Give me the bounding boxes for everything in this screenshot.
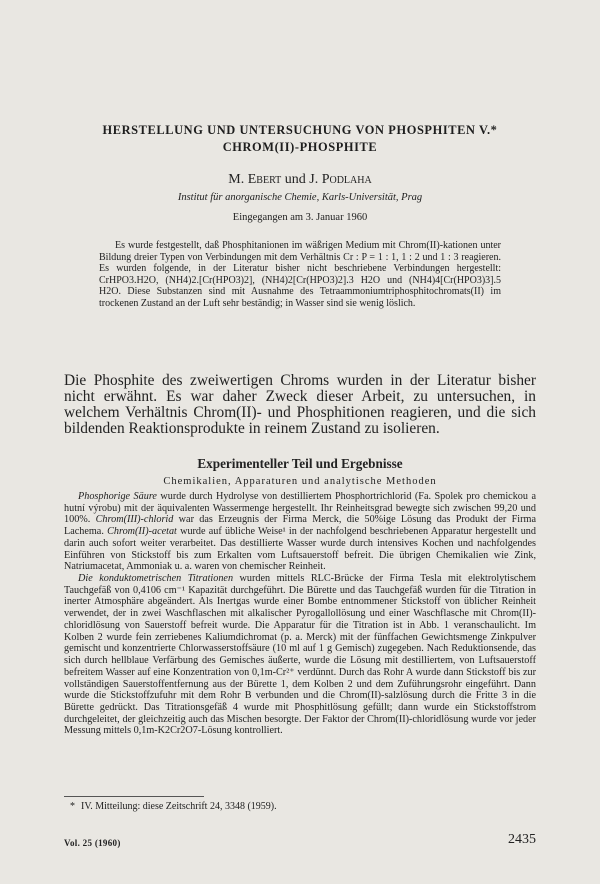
footnote-marker: *	[70, 801, 75, 812]
introduction	[64, 373, 536, 437]
term-conductometric-titrations: Die konduktometrischen Titrationen	[78, 573, 234, 585]
received-date: Eingegangen am 3. Januar 1960	[232, 212, 368, 223]
authors	[40, 172, 560, 188]
title-line-1: HERSTELLUNG UND UNTERSUCHUNG VON PHOSPHITEN V.*	[102, 123, 498, 137]
page-number: 2435	[508, 832, 536, 847]
volume-info: Vol. 25 (1960)	[64, 838, 121, 848]
abstract-text: Es wurde festgestellt, daß Phosphitanionen im wäßrigen Medium mit Chrom(II)-kationen unter Bildung dreier Typen von Verbindungen mit dem Verhältnis Cr : P = 1 : 1, 1 : 2 und 1 : 3 reagieren. Es wurden folgende, in der Literatur bisher nicht beschriebene Verbindungen hergestellt: CrHPO3.H2O, (NH4)2.[Cr(HPO3)2], (NH4)2[Cr(HPO3)2].3 H2O und (NH4)4[Cr(HPO3)3].5 H2O. Diese Substanzen sind mit Ausnahme des Tetraammoniumtriphosphitochromats(II) im trockenen Zustand an der Luft sehr beständig; in Wasser sind sie wenig löslich.	[99, 240, 501, 309]
p2-text: wurden mittels RLC-Brücke der Firma Tesla mit elektrolytischem Tauchgefäß von 0,4106 cm⁻¹ Kapazität durchgeführt. Die Bürette und das Tauchgefäß wurden für die Titration in inerter Atmosphäre abgeändert. Als Inertgas wurde einer Bombe entnommener Stickstoff von üblicher Reinheit verwendet, der in zwei Waschflaschen mit alkalischer Pyrogallollösung und einer Waschflasche mit Chrom(II)-chloridlösung von Sauerstoff befreit wurde. Die Apparatur für die Titration ist in Abb. 1 veranschaulicht. Im Kolben 2 wurde fein zerriebenes Kaliumdichromat (p. a. Merck) mit der fünffachen Gewichtsmenge Zinkpulver gemischt und konzentrierte Chlorwasserstoffsäure (10 ml auf 1 g Gemisch) zugegeben. Nach Reduktionsende, das sich durch hellblaue Verfärbung des Gemisches äußerte, wurde die Lösung mit destilliertem, von Luftsauerstoff befreitem Wasser auf eine Konzentration von 0,1m-Cr²⁺ verdünnt. Durch das Rohr A wurde dann Stickstoff bis zur vollständigen Sauerstoffentfernung aus der Bürette 1, dem Kolben 2 und dem Zuführungsrohr eingeführt. Dann wurde die Stickstoffzufuhr mit dem Rohr B verbunden und die Chrom(II)-salzlösung durch die Fritte 3 in die Bürette gedrückt. Das Titrationsgefäß 4 wurde mit Phosphitlösung gefüllt; dann wurde ein Stickstoffstrom durchgeleitet, der gleichzeitig auch das Mischen besorgte. Der Faktor der Chrom(II)-chloridlösung wurde vor jeder Messung mittels 0,1m-K2Cr2O7-Lösung kontrolliert.	[64, 573, 536, 737]
paragraph-titrations	[64, 573, 536, 737]
abstract	[99, 240, 501, 310]
p1-text: wurde durch Hydrolyse von destilliertem Phosphortrichlorid (Fa. Spolek pro chemickou a hutní výrobu) mit der äquivalenten Wassermenge hergestellt. Ihr Reinheitsgrad bewegte sich zwischen 99,20 und 100%.	[64, 491, 536, 526]
paragraph-chemicals	[64, 491, 536, 573]
title-line-2: CHROM(II)-PHOSPHITE	[222, 140, 378, 154]
term-chromium-ii-acetate: Chrom(II)-acetat	[107, 526, 177, 538]
author-2-name: Podlaha	[321, 172, 372, 187]
body-text	[64, 491, 536, 737]
footnote-text: IV. Mitteilung: diese Zeitschrift 24, 3348 (1959).	[81, 801, 277, 812]
affiliation: Institut für anorganische Chemie, Karls-Universität, Prag	[177, 192, 423, 203]
subsection-heading: Chemikalien, Apparaturen und analytische Methoden	[163, 476, 437, 487]
paper-title	[40, 122, 560, 156]
author-1-name: Ebert	[247, 172, 282, 187]
section-heading: Experimenteller Teil und Ergebnisse	[197, 456, 403, 471]
term-phosphorous-acid: Phosphorige Säure	[78, 491, 157, 502]
p1c-text: wurde auf übliche Weise¹ in der nachfolgend beschriebenen Apparatur hergestellt und darin auch sofort weiter verarbeitet. Das destillierte Wasser wurde durch intensives Kochen und nachfolgendes Einführen von Stickstoff bis zum Erkalten vom Luftsauerstoff befreit. Die übrigen Chemikalien wie Zink, Natriumacetat, Ammoniak u. a. waren von chemischer Reinheit.	[64, 526, 536, 573]
footnote-divider	[64, 796, 204, 797]
term-chromium-iii-chloride: Chrom(III)-chlorid	[95, 514, 174, 526]
authors-and: und J.	[281, 172, 322, 187]
footnote	[64, 801, 536, 812]
intro-text: Die Phosphite des zweiwertigen Chroms wurden in der Literatur bisher nicht erwähnt. Es war daher Zweck dieser Arbeit, zu untersuchen, in welchem Verhältnis Chrom(II)- und Phosphitionen reagieren, und die sich bildenden Reaktionsprodukte in reinem Zustand zu isolieren.	[64, 372, 536, 437]
author-1-initial: M.	[228, 172, 248, 187]
p1b-text: war das Erzeugnis der Firma Merck, die 50%ige Lösung das Produkt der Firma Lachema.	[64, 514, 536, 538]
